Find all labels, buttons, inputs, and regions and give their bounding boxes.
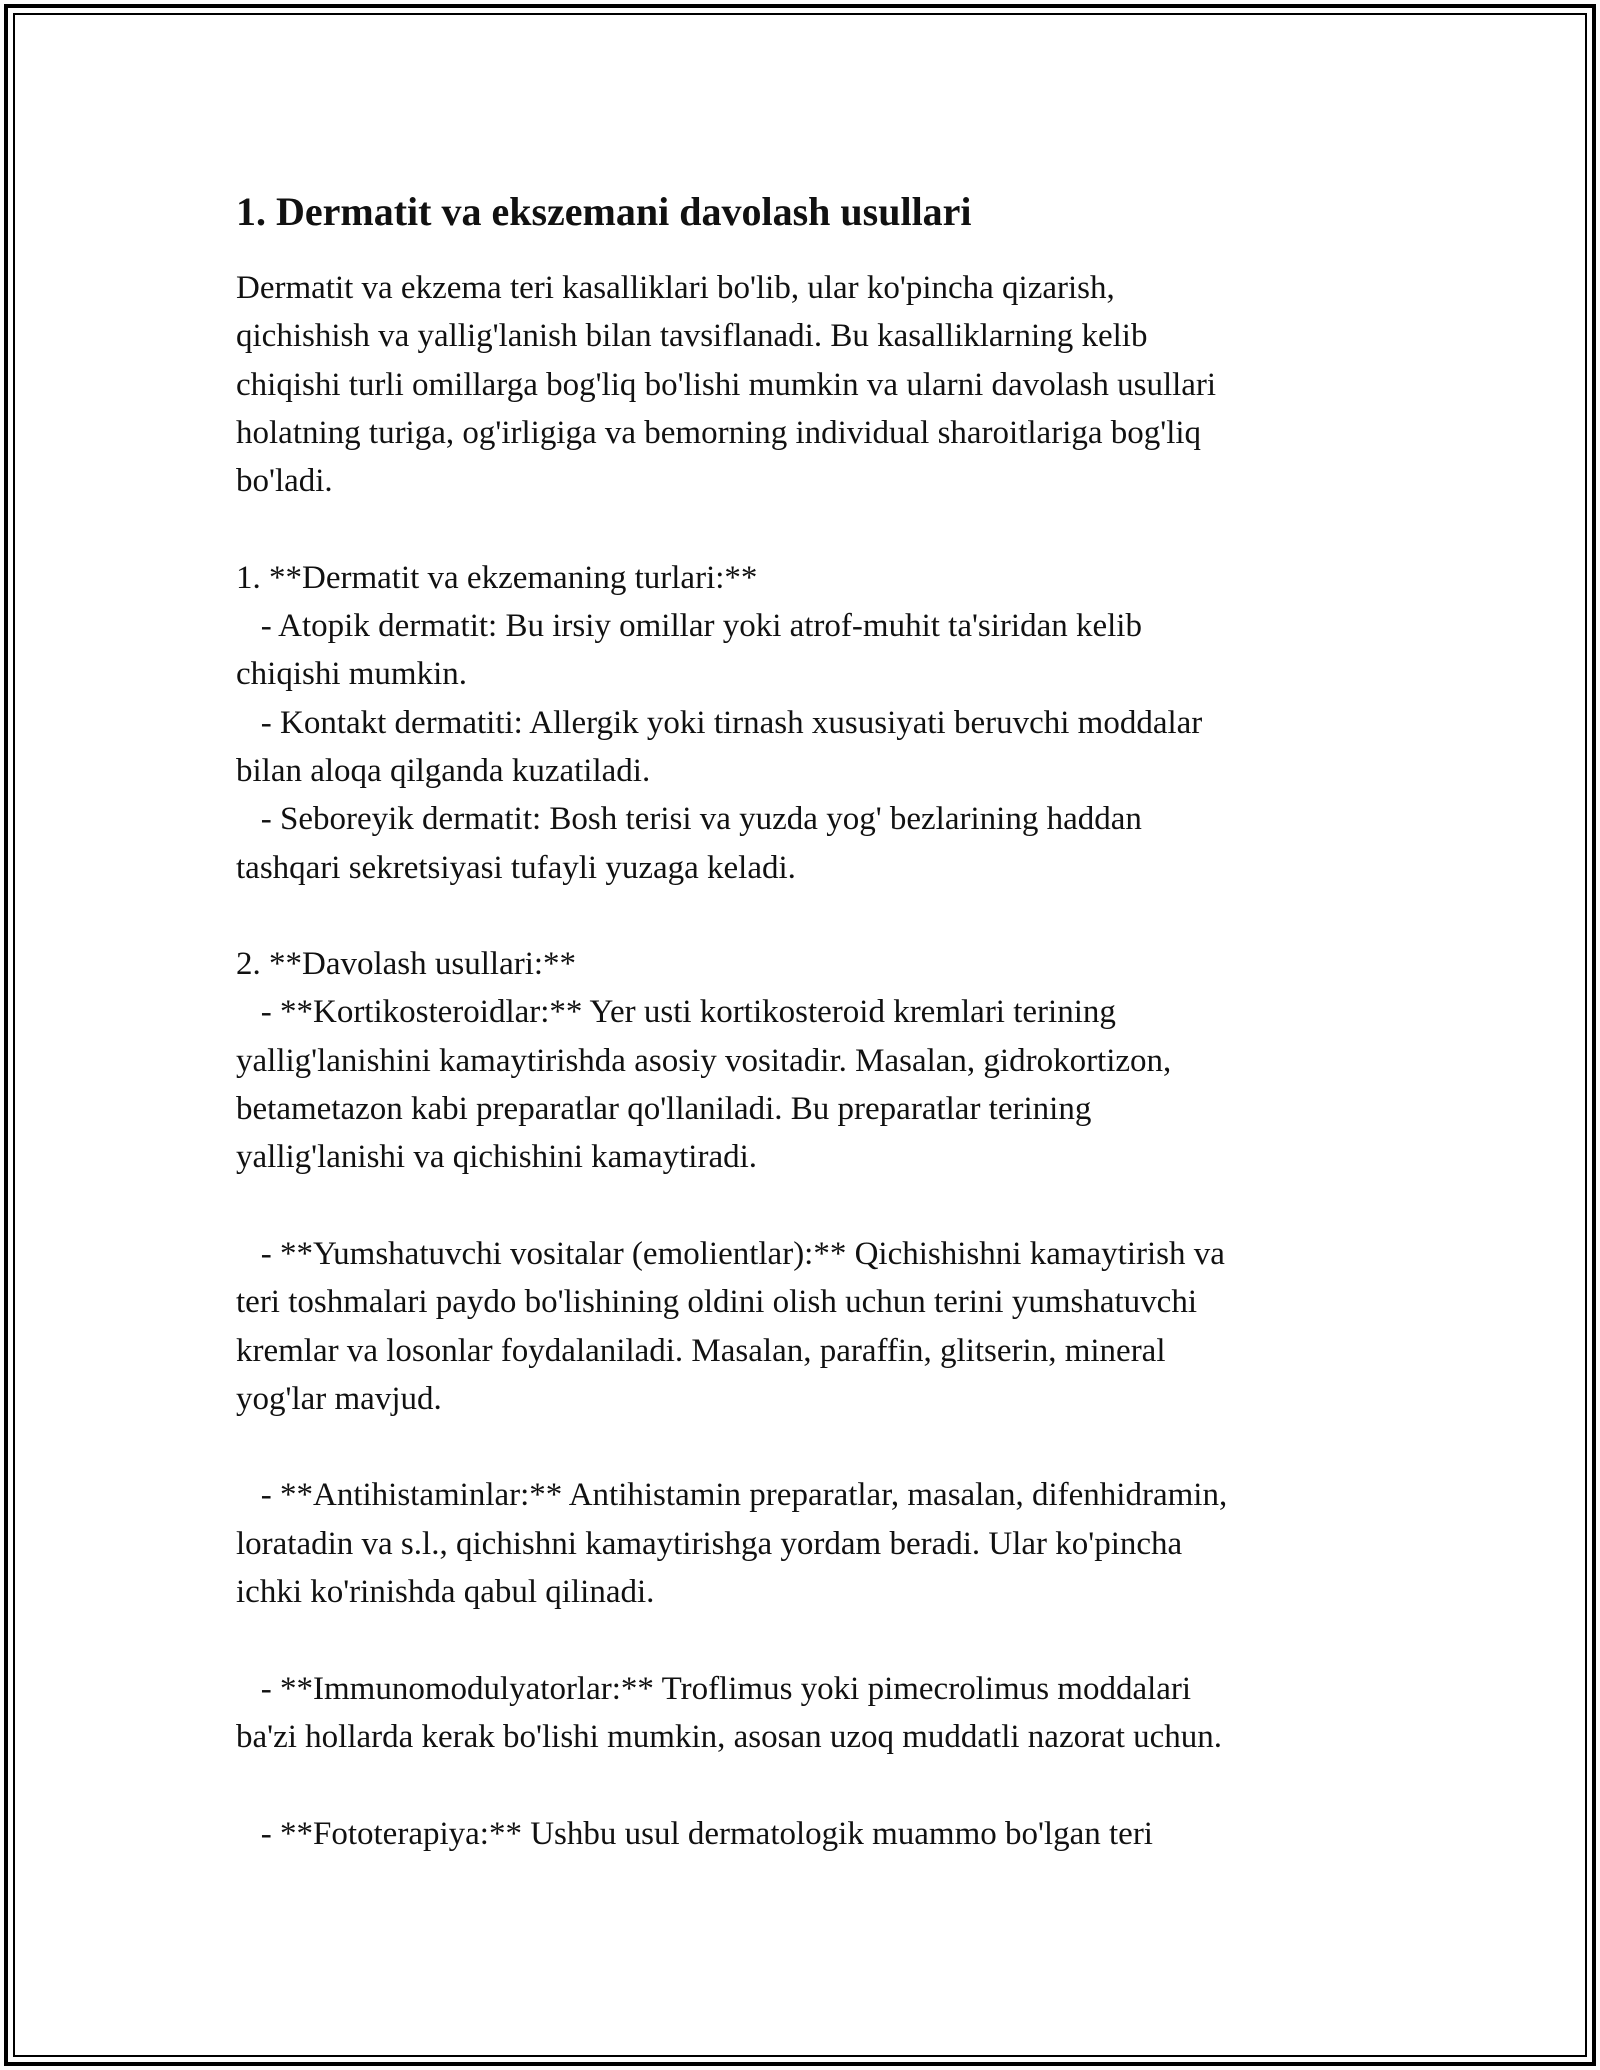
document-content [236,186,1356,1858]
document-title: 1. Dermatit va ekszemani davolash usullari [236,189,972,234]
document-body-text: Dermatit va ekzema teri kasalliklari bo'lib, ular ko'pincha qizarish, qichishish va yallig'lanish bilan tavsiflanadi. Bu kasalliklarning kelib chiqishi turli omillarga bog'liq bo'lishi mumkin va ularni davolash usullari holatning turiga, og'irligiga va bemorning individual sharoitlariga bog'liq bo'ladi. 1. **Dermatit va ekzemaning turlari:** - Atopik dermatit: Bu irsiy omillar yoki atrof-muhit ta'siridan kelib chiqishi mumkin. - Kontakt dermatiti: Allergik yoki tirnash xususiyati beruvchi moddalar bilan aloqa qilganda kuzatiladi. - Seboreyik dermatit: Bosh terisi va yuzda yog' bezlarining haddan tashqari sekretsiyasi tufayli yuzaga keladi. 2. **Davolash usullari:** - **Kortikosteroidlar:** Yer usti kortikosteroid kremlari terining yallig'lanishini kamaytirishda asosiy vositadir. Masalan, gidrokortizon, betametazon kabi preparatlar qo'llaniladi. Bu preparatlar terining yallig'lanishi va qichishini kamaytiradi. - **Yumshatuvchi vositalar (emolientlar):** Qichishishni kamaytirish va teri toshmalari paydo bo'lishining oldini olish uchun terini yumshatuvchi kremlar va losonlar foydalaniladi. Masalan, paraffin, glitserin, mineral yog'lar mavjud. - **Antihistaminlar:** Antihistamin preparatlar, masalan, difenhidramin, loratadin va s.l., qichishni kamaytirishga yordam beradi. Ular ko'pincha ichki ko'rinishda qabul qilinadi. - **Immunomodulyatorlar:** Troflimus yoki pimecrolimus moddalari ba'zi hollarda kerak bo'lishi mumkin, asosan uzoq muddatli nazorat uchun. - **Fototerapiya:** Ushbu usul dermatologik muammo bo'lgan teri [236,270,1228,1852]
